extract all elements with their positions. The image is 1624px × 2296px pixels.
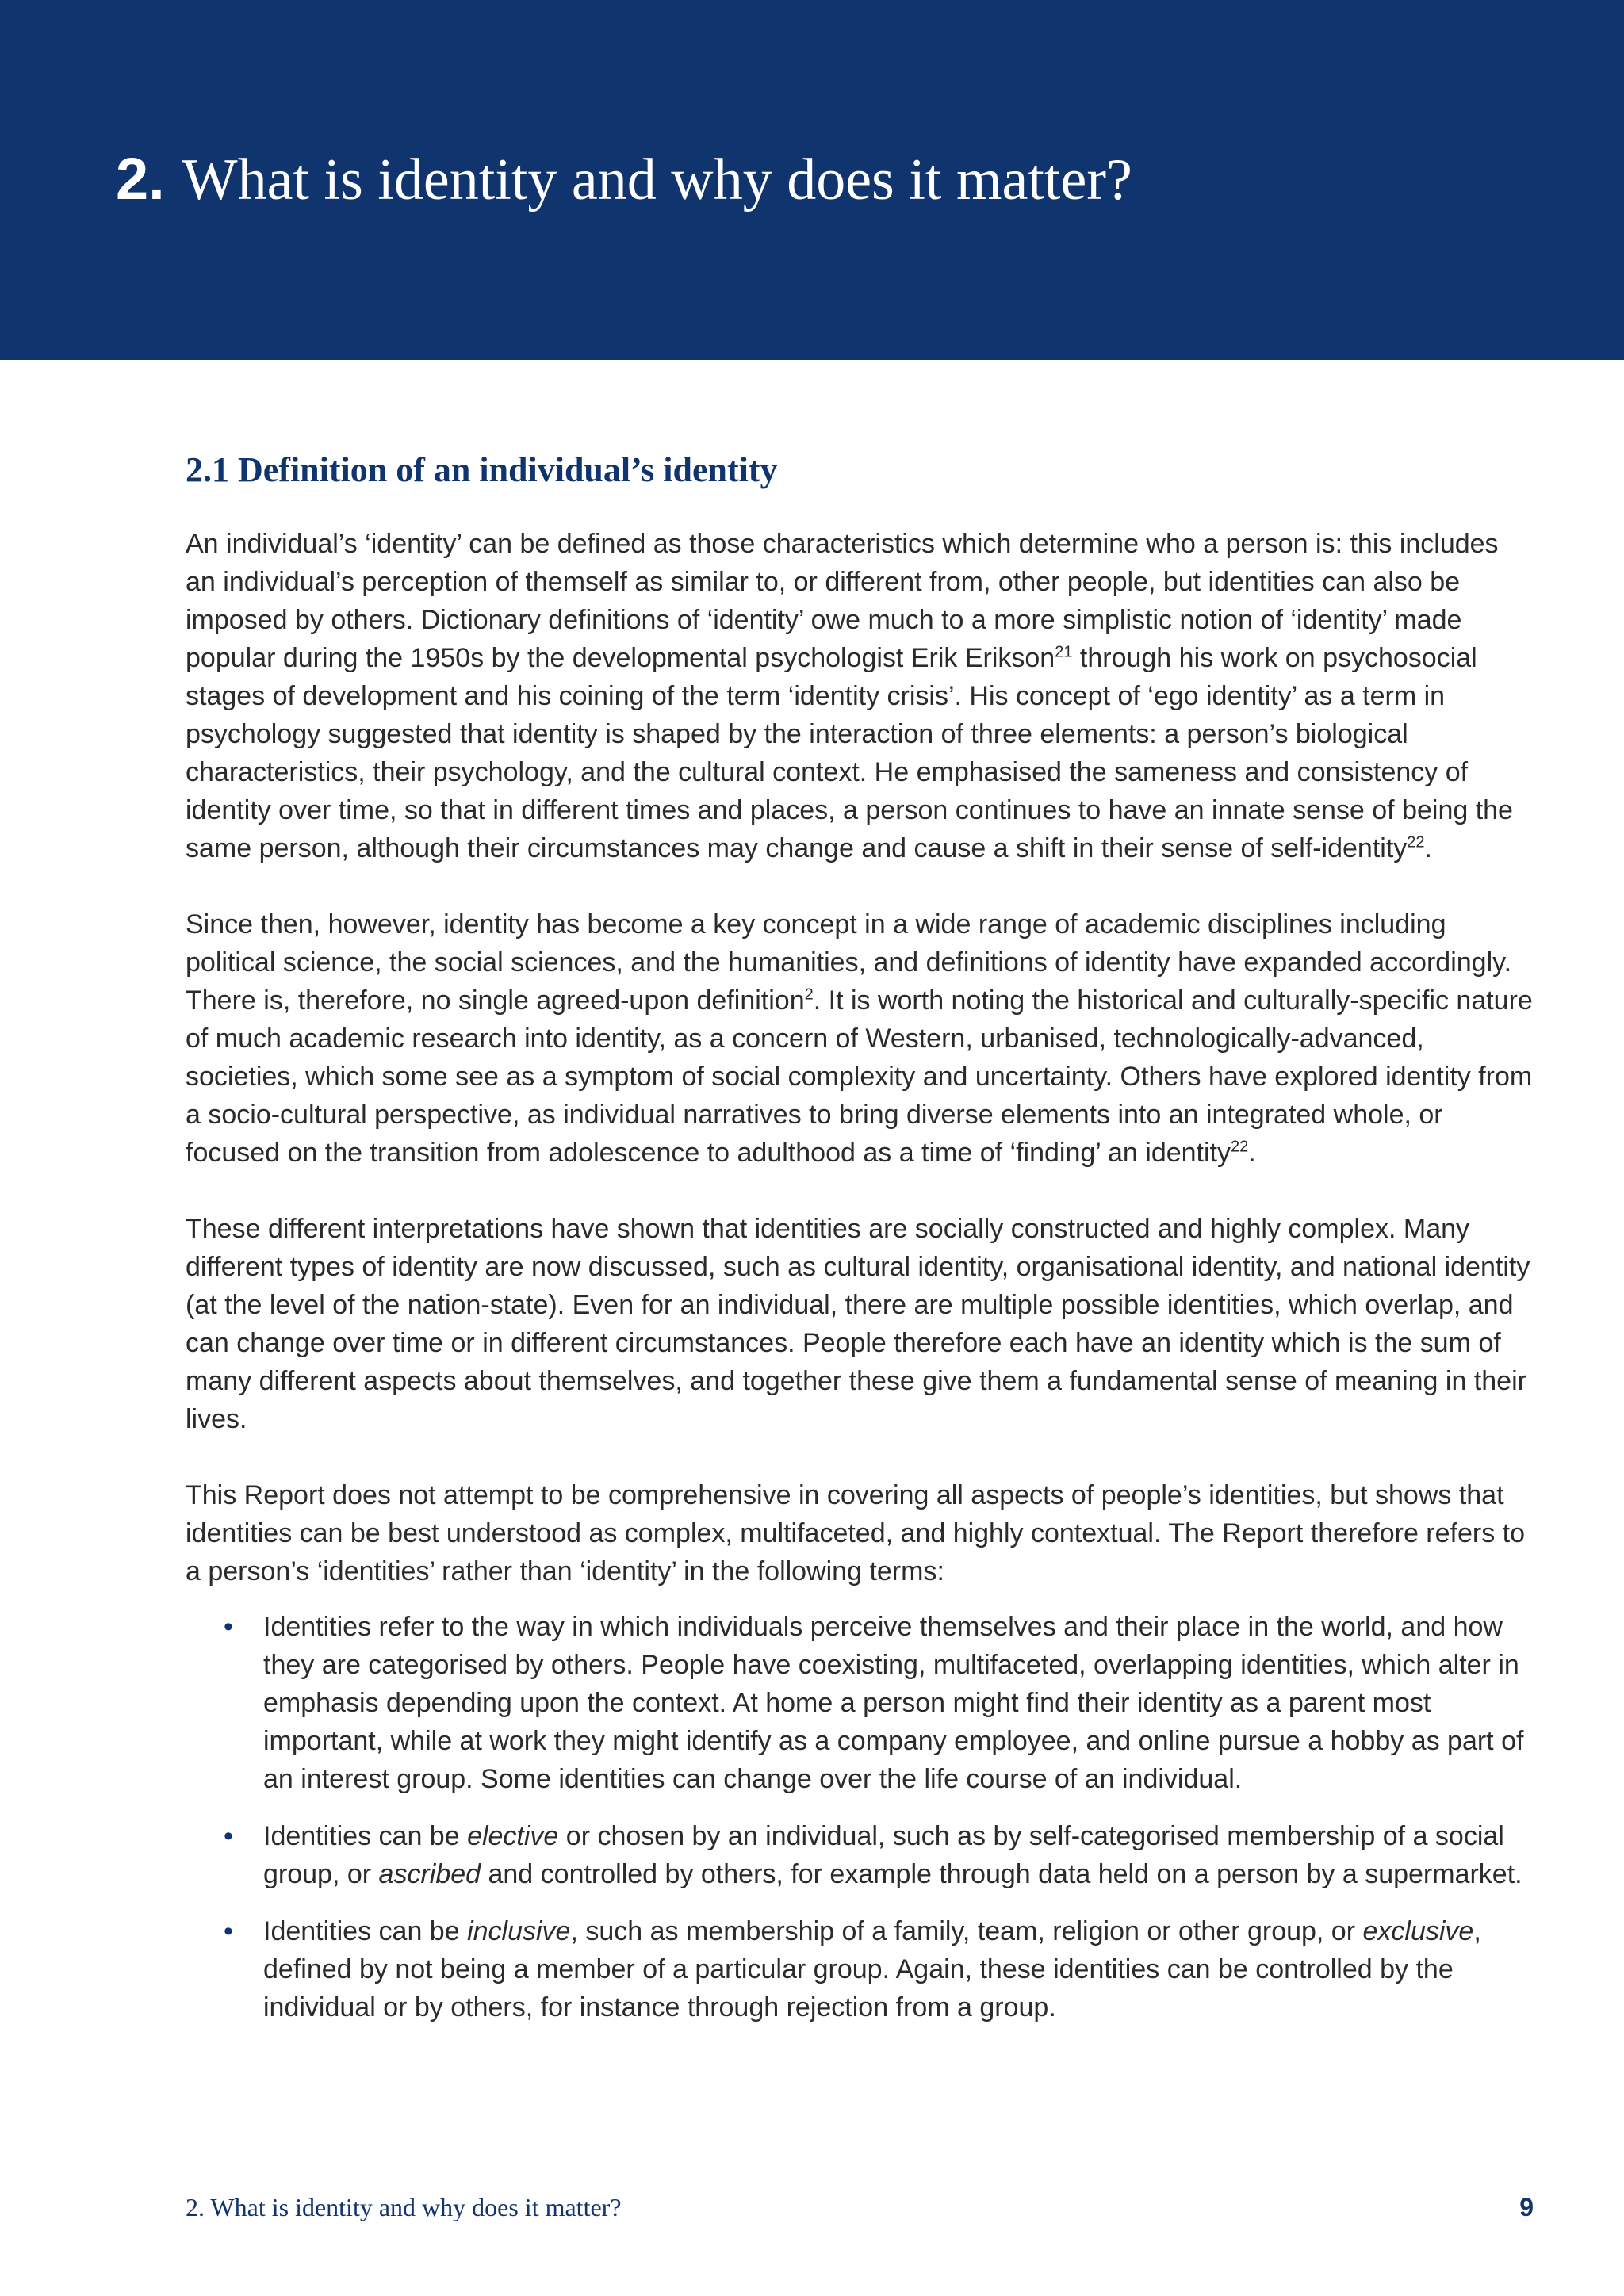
chapter-number: 2.: [116, 146, 165, 212]
bullet-item-1: [186, 1608, 1534, 1798]
chapter-title-text: What is identity and why does it matter?: [182, 147, 1132, 212]
bullet-item-3-text-c: , defined by not being a member of a particular group. Again, these identities can be controlled by the individual or by others, for instance through rejection from a group.: [263, 1916, 1481, 2022]
paragraph-1: [186, 525, 1534, 867]
bullet-item-2-text-b: or chosen by an individual, such as by self-categorised membership of a social group, or: [263, 1821, 1504, 1889]
footnote-ref-22b: 22: [1231, 1138, 1249, 1156]
main-content: [186, 446, 1534, 2045]
paragraph-3: These different interpretations have shown that identities are socially constructed and highly complex. Many different types of identity are now discussed, such as cultural identity, organisational identity, and national identity (at the level of the nation-state). Even for an individual, there are multiple possible identities, which overlap, and can change over time or in different circumstances. People therefore each have an identity which is the sum of many different aspects about themselves, and together these give them a fundamental sense of meaning in their lives.: [186, 1214, 1530, 1434]
chapter-banner: [0, 0, 1624, 360]
bullet-item-3-text-a: Identities can be: [263, 1916, 468, 1946]
bullet-point: •: [224, 1916, 233, 1946]
bullet-item-3-em-exclusive: exclusive: [1362, 1916, 1474, 1946]
footnote-ref-22: 22: [1407, 833, 1425, 851]
bullet-point: •: [224, 1612, 233, 1642]
bullet-item-2-em-ascribed: ascribed: [378, 1859, 481, 1889]
paragraph-1-text-a: An individual’s ‘identity’ can be defined as those characteristics which determine who a person is: this includes an individual’s perception of themself as similar to, or different from, other people, but identities can also be imposed by others. Dictionary definitions of ‘identity’ owe much to a more simplistic notion of ‘identity’ made popular during the 1950s by the developmental psychologist Erik Erikson: [186, 529, 1499, 673]
paragraph-1-text-c: .: [1424, 833, 1432, 863]
bullet-item-3: [186, 1912, 1534, 2026]
bullet-point: •: [224, 1821, 233, 1851]
bullet-item-2-text-c: and controlled by others, for example through data held on a person by a supermarket.: [481, 1859, 1522, 1889]
page-number: 9: [1519, 2193, 1534, 2221]
paragraph-2-text-b: . It is worth noting the historical and culturally-specific nature of much academic research into identity, as a concern of Western, urbanised, technologically-advanced, societies, which some see as a symptom of social complexity and uncertainty. Others have explored identity from a socio-cultural perspective, as individual narratives to bring diverse elements into an integrated whole, or focused on the transition from adolescence to adulthood as a time of ‘finding’ an identity: [186, 985, 1533, 1168]
bullet-list: [186, 1608, 1534, 2026]
paragraph-4: This Report does not attempt to be comprehensive in covering all aspects of people’s identities, but shows that identities can be best understood as complex, multifaceted, and highly contextual. The Report therefore refers to a person’s ‘identities’ rather than ‘identity’ in the following terms:: [186, 1480, 1526, 1586]
chapter-title: [116, 140, 1132, 220]
bullet-item-2: [186, 1817, 1534, 1893]
footnote-ref-21: 21: [1055, 643, 1073, 661]
paragraph-1-text-b: through his work on psychosocial stages of development and his coining of the term ‘identity crisis’. His concept of ‘ego identity’ as a term in psychology suggested that identity is shaped by the interaction of three elements: a person’s biological characteristics, their psychology, and the cultural context. He emphasised the sameness and consistency of identity over time, so that in different times and places, a person continues to have an innate sense of being the same person, although their circumstances may change and cause a shift in their sense of self-identity: [186, 643, 1513, 863]
section-heading: 2.1 Definition of an individual’s identity: [186, 450, 778, 489]
bullet-item-2-em-elective: elective: [467, 1821, 559, 1851]
footnote-ref-2: 2: [804, 985, 814, 1004]
paragraph-2-text-c: .: [1248, 1138, 1256, 1168]
bullet-item-3-em-inclusive: inclusive: [467, 1916, 571, 1946]
bullet-item-1-text: Identities refer to the way in which individuals perceive themselves and their place in the world, and how they are categorised by others. People have coexisting, multifaceted, overlapping identities, which alter in emphasis depending upon the context. At home a person might find their identity as a parent most important, while at work they might identify as a company employee, and online pursue a hobby as part of an interest group. Some identities can change over the life course of an individual.: [263, 1612, 1524, 1794]
bullet-item-2-text-a: Identities can be: [263, 1821, 468, 1851]
footer-running-title: 2. What is identity and why does it matter?: [186, 2193, 622, 2221]
paragraph-2: [186, 905, 1534, 1172]
bullet-item-3-text-b: , such as membership of a family, team, religion or other group, or: [570, 1916, 1363, 1946]
paragraph-2-text-a: Since then, however, identity has become a key concept in a wide range of academic disciplines including political science, the social sciences, and the humanities, and definitions of identity have expanded accordingly. There is, therefore, no single agreed-upon definition: [186, 909, 1512, 1016]
